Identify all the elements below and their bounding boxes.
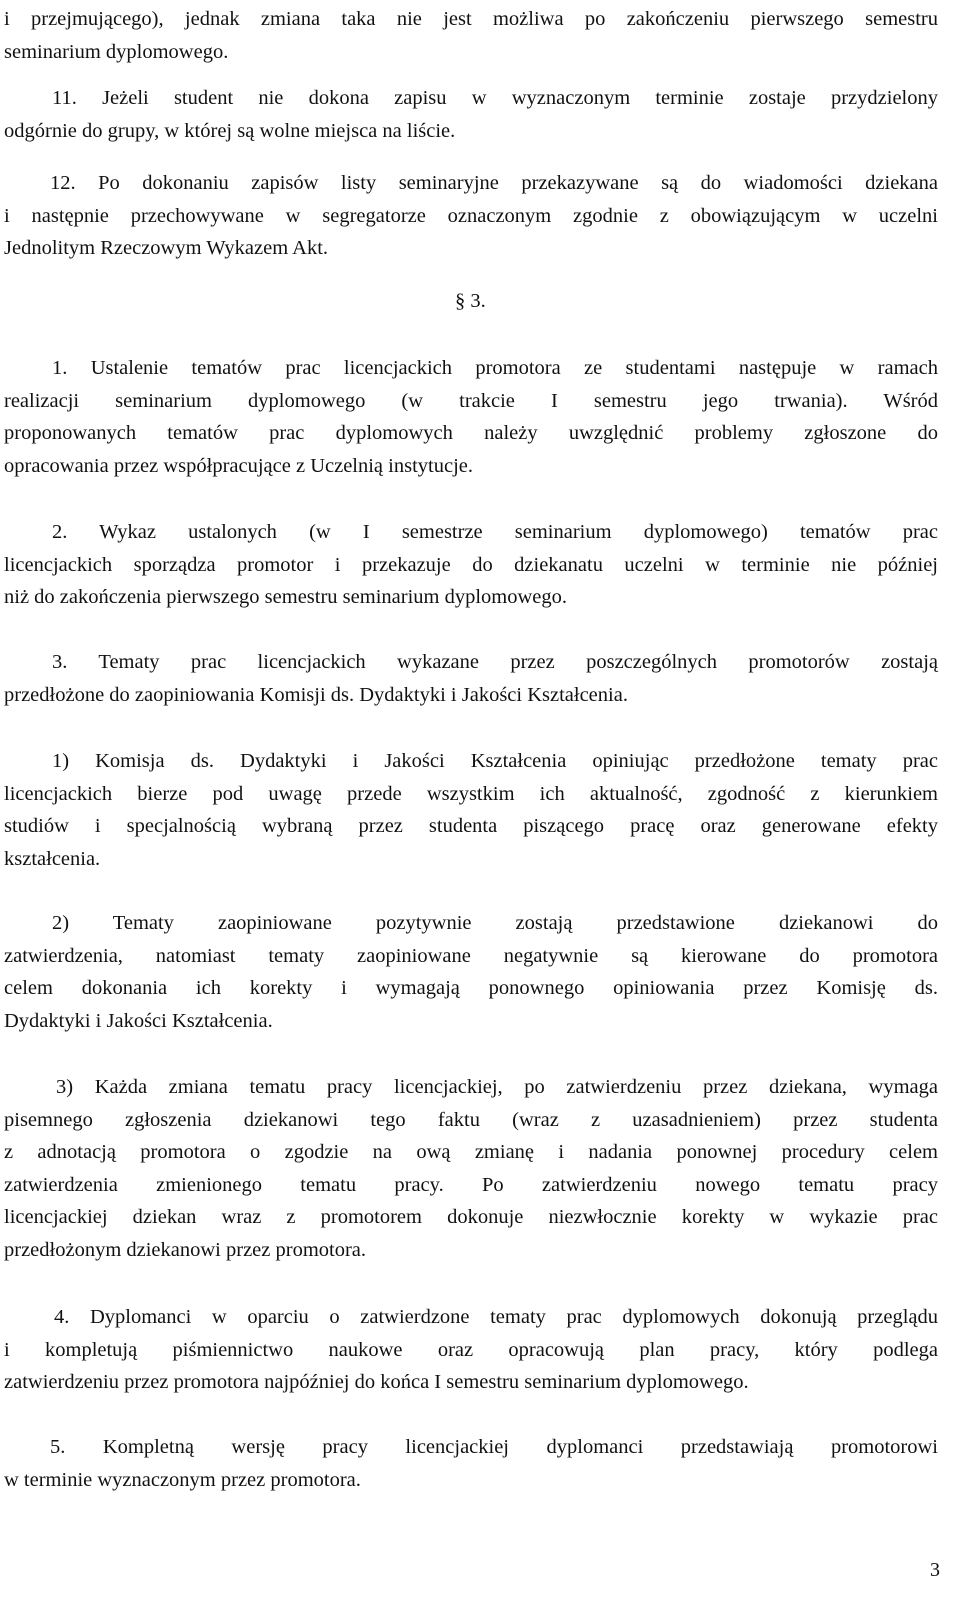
text-line: studiów i specjalnością wybraną przez studenta piszącego pracę oraz generowane efekty	[4, 815, 938, 838]
text-line: celem dokonania ich korekty i wymagają ponownego opiniowania przez Komisję ds.	[4, 977, 938, 1000]
text-line: 1) Komisja ds. Dydaktyki i Jakości Kształcenia opiniując przedłożone tematy prac	[52, 750, 938, 772]
text-line: 4. Dyplomanci w oparciu o zatwierdzone tematy prac dyplomowych dokonują przeglądu	[54, 1306, 938, 1328]
paragraph-s3-3-1	[4, 745, 938, 875]
paragraph-s3-3-2	[4, 907, 938, 1037]
text-line: niż do zakończenia pierwszego semestru seminarium dyplomowego.	[4, 586, 568, 609]
paragraph-s3-3-3	[4, 1071, 938, 1267]
text-line: licencjackich bierze pod uwagę przede wszystkim ich aktualność, zgodność z kierunkiem	[4, 782, 938, 805]
text-line: 3. Tematy prac licencjackich wykazane przez poszczególnych promotorów zostają	[52, 651, 938, 673]
paragraph-s3-4	[4, 1301, 938, 1399]
text-line: zatwierdzenia zmienionego tematu pracy. Po zatwierdzeniu nowego tematu pracy	[4, 1173, 938, 1196]
text-line: 5. Kompletną wersję pracy licencjackiej dyplomanci przedstawiają promotorowi	[50, 1436, 938, 1458]
paragraph-11	[4, 82, 938, 147]
text-line: 1. Ustalenie tematów prac licencjackich promotora ze studentami następuje w ramach	[52, 357, 938, 379]
text-line: Jednolitym Rzeczowym Wykazem Akt.	[4, 237, 329, 260]
paragraph-12	[4, 167, 938, 265]
text-line: kształcenia.	[4, 847, 101, 870]
paragraph-s3-5	[4, 1431, 938, 1496]
text-line: w terminie wyznaczonym przez promotora.	[4, 1468, 361, 1491]
text-line: i przejmującego), jednak zmiana taka nie jest możliwa po zakończeniu pierwszego semestru	[4, 8, 938, 30]
text-line: 3) Każda zmiana tematu pracy licencjackiej, po zatwierdzeniu przez dziekana, wymaga	[56, 1076, 938, 1098]
text-line: odgórnie do grupy, w której są wolne miejsca na liście.	[4, 119, 456, 142]
text-line: licencjackiej dziekan wraz z promotorem dokonuje niezwłocznie korekty w wykazie prac	[4, 1206, 938, 1229]
text-line: opracowania przez współpracujące z Uczelnią instytucje.	[4, 454, 473, 477]
text-line: 2) Tematy zaopiniowane pozytywnie zostają przedstawione dziekanowi do	[52, 912, 938, 934]
text-line: 11. Jeżeli student nie dokona zapisu w wyznaczonym terminie zostaje przydzielony	[52, 87, 938, 109]
text-line: zatwierdzenia, natomiast tematy zaopiniowane negatywnie są kierowane do promotora	[4, 944, 938, 967]
paragraph-continuation	[4, 3, 938, 68]
text-line: licencjackich sporządza promotor i przekazuje do dziekanatu uczelni w terminie nie później	[4, 553, 938, 576]
text-line: 2. Wykaz ustalonych (w I semestrze seminarium dyplomowego) tematów prac	[52, 521, 938, 543]
text-line: z adnotacją promotora o zgodzie na ową zmianę i nadania ponownej procedury celem	[4, 1141, 938, 1164]
text-line: przedłożonym dziekanowi przez promotora.	[4, 1238, 367, 1261]
paragraph-s3-2	[4, 516, 938, 614]
section-heading: § 3.	[455, 290, 486, 312]
text-line: proponowanych tematów prac dyplomowych należy uwzględnić problemy zgłoszone do	[4, 422, 938, 445]
page-number: 3	[930, 1559, 940, 1581]
text-line: zatwierdzeniu przez promotora najpóźniej do końca I semestru seminarium dyplomowego.	[4, 1371, 749, 1394]
paragraph-s3-1	[4, 352, 938, 482]
paragraph-s3-3	[4, 646, 938, 711]
text-line: przedłożone do zaopiniowania Komisji ds. Dydaktyki i Jakości Kształcenia.	[4, 683, 628, 706]
text-line: pisemnego zgłoszenia dziekanowi tego faktu (wraz z uzasadnieniem) przez studenta	[4, 1108, 938, 1131]
text-line: realizacji seminarium dyplomowego (w trakcie I semestru jego trwania). Wśród	[4, 389, 938, 412]
text-line: i kompletują piśmiennictwo naukowe oraz opracowują plan pracy, który podlega	[4, 1338, 938, 1361]
text-line: Dydaktyki i Jakości Kształcenia.	[4, 1009, 273, 1032]
text-line: i następnie przechowywane w segregatorze oznaczonym zgodnie z obowiązującym w uczelni	[4, 204, 938, 227]
text-line: seminarium dyplomowego.	[4, 40, 229, 63]
text-line: 12. Po dokonaniu zapisów listy seminaryjne przekazywane są do wiadomości dziekana	[50, 172, 938, 194]
